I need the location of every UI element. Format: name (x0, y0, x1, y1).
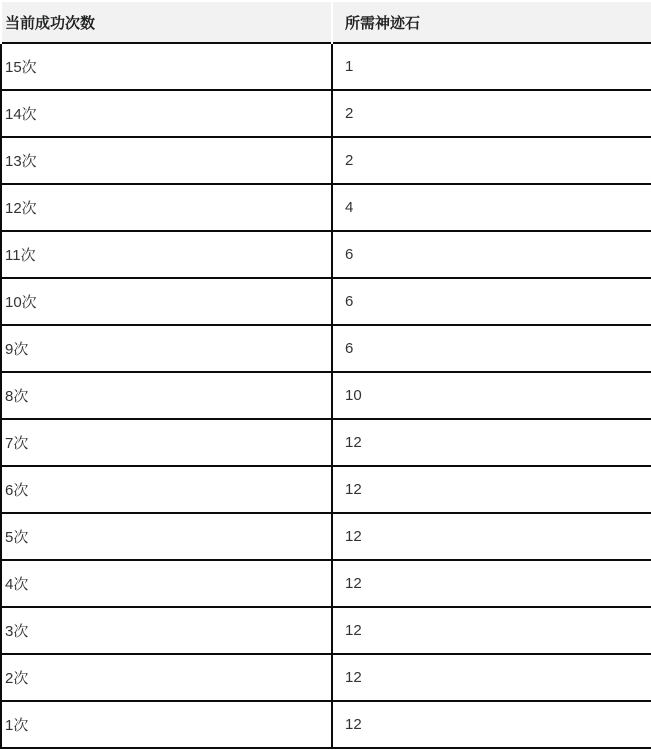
stones-cell: 1 (332, 43, 651, 90)
table-row (1, 278, 651, 325)
stones-cell: 12 (332, 560, 651, 607)
stones-cell: 2 (332, 137, 651, 184)
table-row (1, 325, 651, 372)
success-count-cell: 3次 (1, 607, 332, 654)
column-header-required-stones: 所需神迹石 (332, 1, 651, 43)
stones-cell: 12 (332, 466, 651, 513)
table-row (1, 372, 651, 419)
stones-cell: 2 (332, 90, 651, 137)
table-row (1, 43, 651, 90)
success-count-cell: 9次 (1, 325, 332, 372)
stones-cell: 10 (332, 372, 651, 419)
table-header-row (1, 1, 651, 43)
success-count-cell: 12次 (1, 184, 332, 231)
stones-cell: 12 (332, 419, 651, 466)
success-count-cell: 1次 (1, 701, 332, 748)
stones-cell: 12 (332, 607, 651, 654)
success-count-cell: 10次 (1, 278, 332, 325)
column-header-success-count: 当前成功次数 (1, 1, 332, 43)
table-row (1, 560, 651, 607)
success-count-cell: 2次 (1, 654, 332, 701)
table-row (1, 513, 651, 560)
table-row (1, 701, 651, 748)
table-row (1, 654, 651, 701)
success-count-cell: 4次 (1, 560, 332, 607)
table-row (1, 184, 651, 231)
success-count-cell: 6次 (1, 466, 332, 513)
table-row (1, 419, 651, 466)
table-row (1, 137, 651, 184)
stones-cell: 6 (332, 278, 651, 325)
stones-cell: 12 (332, 701, 651, 748)
success-count-cell: 7次 (1, 419, 332, 466)
stones-cell: 6 (332, 231, 651, 278)
success-count-cell: 11次 (1, 231, 332, 278)
stones-cell: 6 (332, 325, 651, 372)
success-count-cell: 14次 (1, 90, 332, 137)
success-count-cell: 8次 (1, 372, 332, 419)
success-count-cell: 15次 (1, 43, 332, 90)
stones-cell: 12 (332, 513, 651, 560)
stones-cell: 12 (332, 654, 651, 701)
table-row (1, 90, 651, 137)
table-row (1, 466, 651, 513)
table-row (1, 231, 651, 278)
stones-cell: 4 (332, 184, 651, 231)
table-row (1, 607, 651, 654)
success-count-cell: 13次 (1, 137, 332, 184)
success-count-cell: 5次 (1, 513, 332, 560)
